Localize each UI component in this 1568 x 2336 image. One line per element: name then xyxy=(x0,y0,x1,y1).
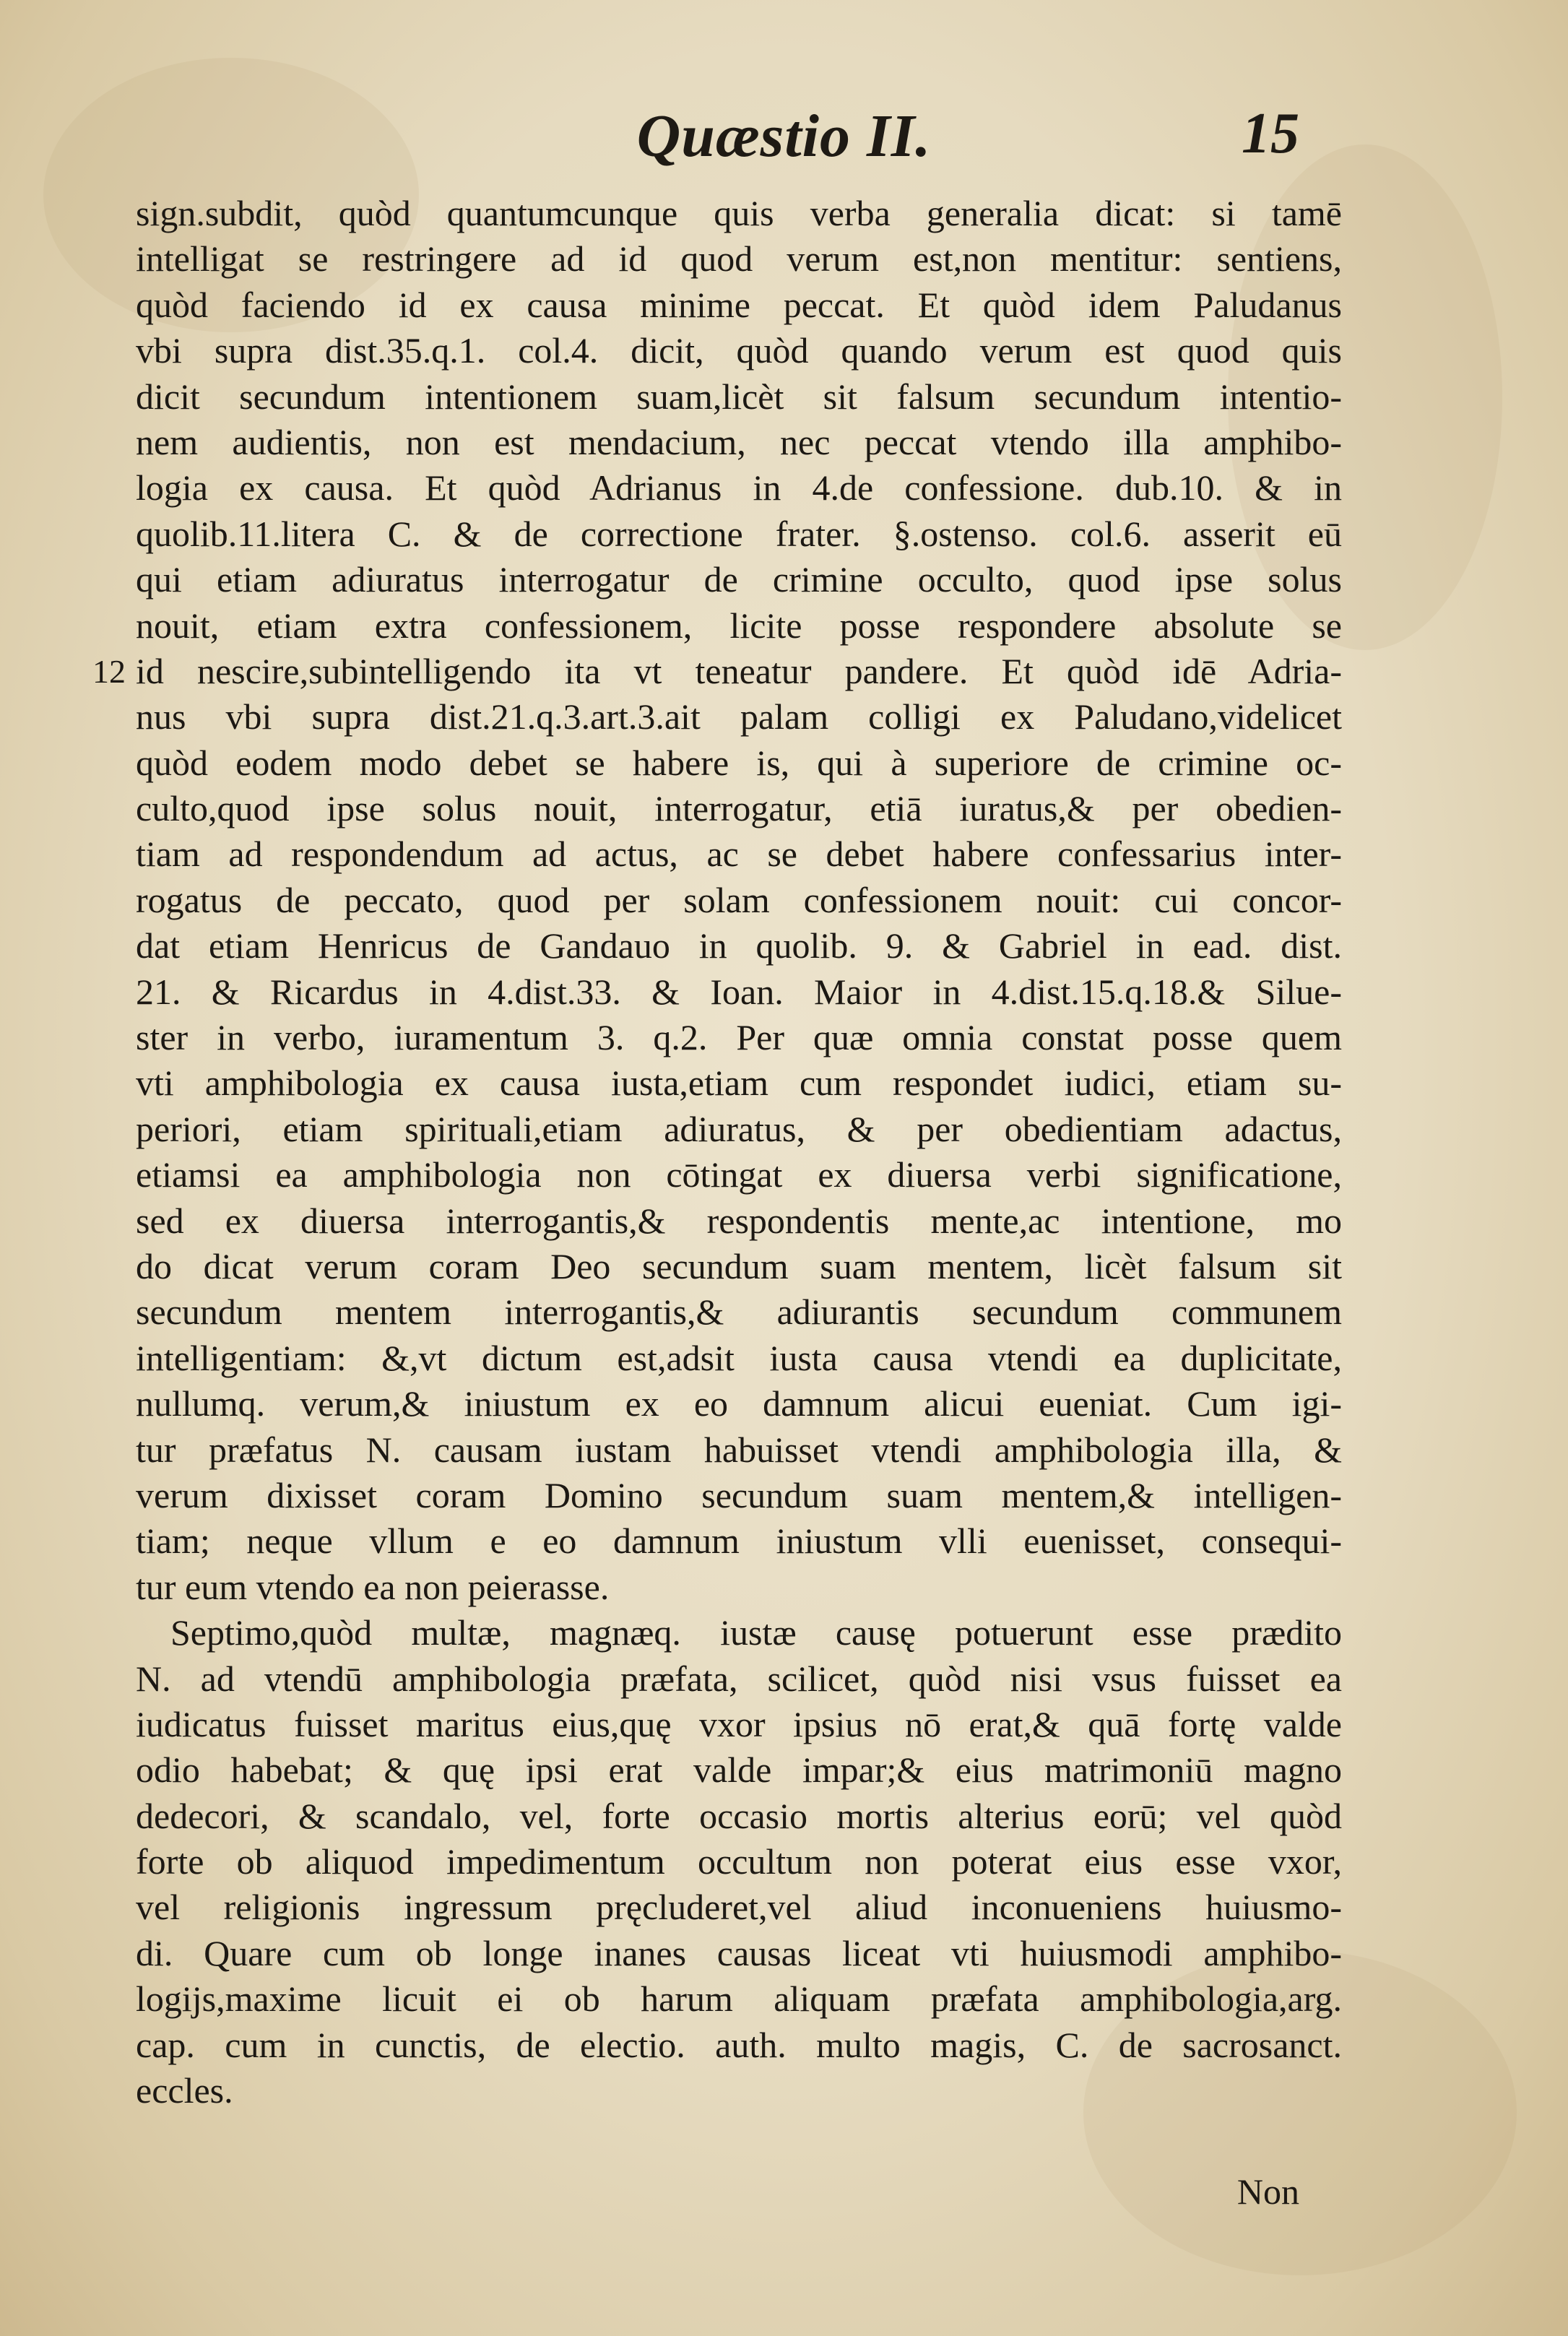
text-line: nullumq. verum,& iniustum ex eo damnum alicui eueniat. Cum igi- xyxy=(136,1383,1342,1424)
text-line: periori, etiam spirituali,etiam adiuratus, & per obedientiam adactus, xyxy=(136,1108,1342,1149)
body-text xyxy=(136,191,1342,2114)
text-line: nem audientis, non est mendacium, nec peccat vtendo illa amphibo- xyxy=(136,421,1342,462)
text-line: qui etiam adiuratus interrogatur de crimine occulto, quod ipse solus xyxy=(136,559,1342,600)
text-line: do dicat verum coram Deo secundum suam mentem, licèt falsum sit xyxy=(136,1245,1342,1286)
text-line: tiam ad respondendum ad actus, ac se debet habere confessarius inter- xyxy=(136,834,1342,875)
text-line: sed ex diuersa interrogantis,& respondentis mente,ac intentione, mo xyxy=(136,1200,1342,1241)
text-line: tur præfatus N. causam iustam habuisset vtendi amphibologia illa, & xyxy=(136,1429,1342,1470)
text-line: N. ad vtendū amphibologia præfata, scilicet, quòd nisi vsus fuisset ea xyxy=(136,1658,1342,1699)
text-line: eccles. xyxy=(136,2070,233,2111)
text-line: tiam; neque vllum e eo damnum iniustum vlli euenisset, consequi- xyxy=(136,1520,1342,1562)
text-line: odio habebat; & quę ipsi erat valde impar;& eius matrimoniū magno xyxy=(136,1749,1342,1791)
text-line: dedecori, & scandalo, vel, forte occasio mortis alterius eorū; vel quòd xyxy=(136,1795,1342,1836)
text-line: cap. cum in cunctis, de electio. auth. multo magis, C. de sacrosanct. xyxy=(136,2024,1342,2065)
text-line: secundum mentem interrogantis,& adiurantis secundum communem xyxy=(136,1292,1342,1333)
text-line: 21. & Ricardus in 4.dist.33. & Ioan. Maior in 4.dist.15.q.18.& Silue- xyxy=(136,971,1342,1012)
text-line: quòd faciendo id ex causa minime peccat. Et quòd idem Paludanus xyxy=(136,284,1342,325)
catchword: Non xyxy=(1236,2171,1299,2212)
text-line: vbi supra dist.35.q.1. col.4. dicit, quòd quando verum est quod quis xyxy=(136,330,1342,371)
text-line: quòd eodem modo debet se habere is, qui à superiore de crimine oc- xyxy=(136,742,1342,783)
text-line: verum dixisset coram Domino secundum suam mentem,& intelligen- xyxy=(136,1474,1342,1515)
text-line: iudicatus fuisset maritus eius,quę vxor ipsius nō erat,& quā fortę valde xyxy=(136,1703,1342,1744)
text-line: vti amphibologia ex causa iusta,etiam cum respondet iudici, etiam su- xyxy=(136,1063,1342,1104)
text-line: culto,quod ipse solus nouit, interrogatur, etiā iuratus,& per obedien- xyxy=(136,788,1342,829)
text-line: vel religionis ingressum pręcluderet,vel aliud inconueniens huiusmo- xyxy=(136,1887,1342,1928)
text-line: intelligentiam: &,vt dictum est,adsit iusta causa vtendi ea duplicitate, xyxy=(136,1337,1342,1378)
text-line: di. Quare cum ob longe inanes causas liceat vti huiusmodi amphibo- xyxy=(136,1932,1342,1973)
text-line: intelligat se restringere ad id quod verum est,non mentitur: sentiens, xyxy=(136,238,1342,280)
margin-note: 12 xyxy=(92,653,126,690)
text-line: nouit, etiam extra confessionem, licite posse respondere absolute se xyxy=(136,605,1342,646)
page-title: Quæstio II. xyxy=(636,103,932,170)
page-number: 15 xyxy=(1242,102,1299,165)
running-header xyxy=(0,101,1568,181)
text-line: forte ob aliquod impedimentum occultum non poterat eius esse vxor, xyxy=(136,1841,1342,1882)
text-line: sign.subdit, quòd quantumcunque quis verba generalia dicat: si tamē xyxy=(136,193,1342,233)
text-line: logijs,maxime licuit ei ob harum aliquam præfata amphibologia,arg. xyxy=(136,1978,1342,2020)
text-line: tur eum vtendo ea non peierasse. xyxy=(136,1566,610,1607)
text-line: Septimo,quòd multæ, magnæq. iustæ causę potuerunt esse prædito xyxy=(170,1612,1342,1653)
text-line: rogatus de peccato, quod per solam confessionem nouit: cui concor- xyxy=(136,879,1342,920)
text-line: etiamsi ea amphibologia non cōtingat ex diuersa verbi significatione, xyxy=(136,1154,1342,1195)
text-line: dat etiam Henricus de Gandauo in quolib. 9. & Gabriel in ead. dist. xyxy=(136,925,1342,966)
text-line: dicit secundum intentionem suam,licèt sit falsum secundum intentio- xyxy=(136,376,1342,417)
text-line: nus vbi supra dist.21.q.3.art.3.ait palam colligi ex Paludano,videlicet xyxy=(136,696,1342,737)
text-line: logia ex causa. Et quòd Adrianus in 4.de confessione. dub.10. & in xyxy=(136,467,1342,509)
text-line: quolib.11.litera C. & de correctione frater. §.ostenso. col.6. asserit eū xyxy=(136,513,1342,554)
text-line: id nescire,subintelligendo ita vt teneatur pandere. Et quòd idē Adria- xyxy=(136,650,1342,691)
text-line: ster in verbo, iuramentum 3. q.2. Per quæ omnia constat posse quem xyxy=(136,1017,1342,1058)
